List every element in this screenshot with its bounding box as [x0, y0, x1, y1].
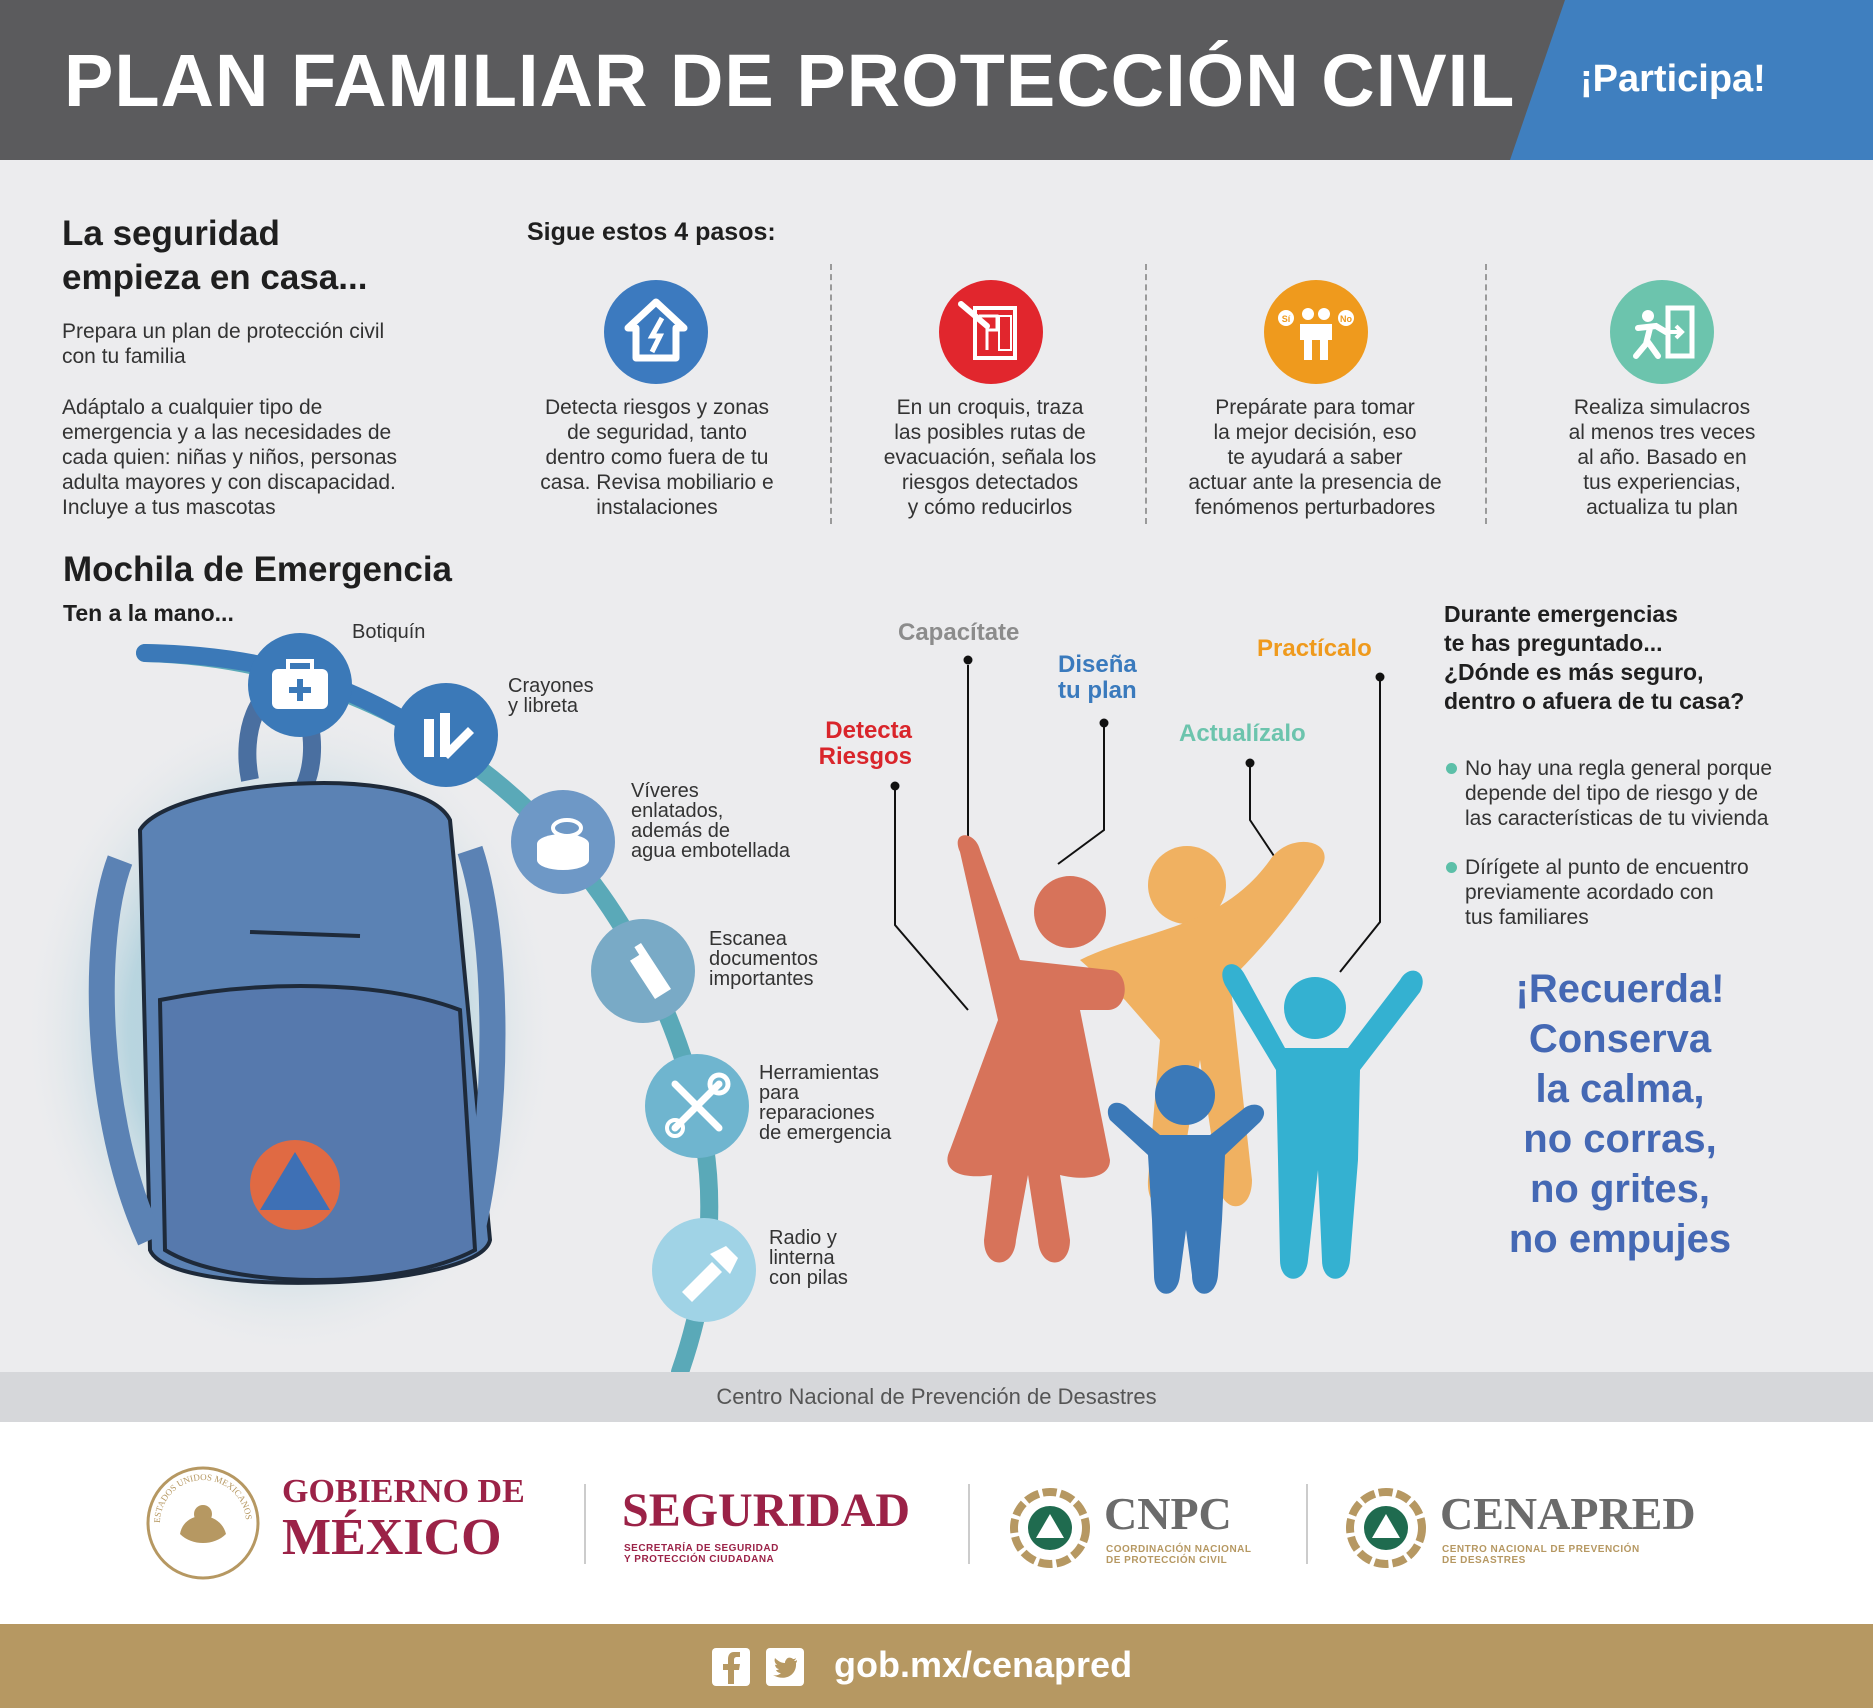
- step-text-line: fenómenos perturbadores: [1194, 496, 1436, 519]
- kit-label-line: Escanea: [709, 928, 787, 950]
- website-link[interactable]: gob.mx/cenapred: [834, 1644, 1133, 1685]
- faq-question-line: ¿Dónde es más seguro,: [1444, 659, 1704, 685]
- kit-label-documentos: [709, 929, 818, 989]
- faq-bullet-line: No hay una regla general porque: [1465, 757, 1773, 780]
- step-text-line: Realiza simulacros: [1573, 396, 1751, 419]
- family-label-line: Detecta: [825, 717, 912, 744]
- page-title: PLAN FAMILIAR DE PROTECCIÓN CIVIL: [64, 39, 1516, 122]
- step-text-line: de seguridad, tanto: [567, 421, 747, 444]
- logo-subtext: Y PROTECCIÓN CIUDADANA: [624, 1554, 775, 1565]
- step-text-line: Prepárate para tomar: [1215, 396, 1415, 419]
- kit-label-botiquin: [352, 622, 425, 642]
- logo-cnpc-sub: [1106, 1544, 1252, 1566]
- intro-text-line: Incluye a tus mascotas: [62, 496, 276, 519]
- label-practicalo: Practícalo: [1257, 635, 1372, 662]
- faq-question-line: Durante emergencias: [1444, 601, 1678, 627]
- logo-subtext: DE PROTECCIÓN CIVIL: [1106, 1555, 1228, 1566]
- recuerda-line: ¡Recuerda!: [1515, 967, 1725, 1011]
- decision-people-icon: [1264, 280, 1368, 384]
- faq-question: [1444, 600, 1744, 716]
- logo-seguridad-sub: [624, 1543, 779, 1565]
- step-divider: [1145, 264, 1147, 524]
- recuerda-line: no corras,: [1523, 1117, 1717, 1161]
- logo-cnpc: CNPC: [1104, 1488, 1232, 1539]
- seal-text-path: ESTADOS UNIDOS MEXICANOS: [151, 1471, 254, 1524]
- family-label-line: Riesgos: [818, 743, 912, 770]
- family-label-line: tu plan: [1058, 677, 1137, 704]
- kit-label-crayones: [508, 676, 594, 716]
- logo-subtext: SECRETARÍA DE SEGURIDAD: [624, 1543, 779, 1554]
- step-text-line: riesgos detectados: [901, 471, 1079, 494]
- label-capacitate: Capacítate: [898, 619, 1020, 646]
- cenapred-emblem-icon: [1346, 1488, 1426, 1568]
- step-text-line: Detecta riesgos y zonas: [544, 396, 770, 419]
- kit-label-line: de emergencia: [759, 1122, 892, 1144]
- logo-subtext: COORDINACIÓN NACIONAL: [1106, 1544, 1252, 1555]
- mochila-subheading: Ten a la mano...: [63, 600, 234, 626]
- kit-label-viveres: [631, 781, 790, 861]
- kit-label-line: con pilas: [769, 1267, 848, 1289]
- national-seal-icon: [144, 1464, 262, 1582]
- intro-paragraph-2: [62, 395, 482, 520]
- logo-cenapred: CENAPRED: [1440, 1488, 1696, 1539]
- intro-heading-line: La seguridad: [62, 214, 280, 253]
- step-2-text: [840, 395, 1140, 520]
- recuerda-line: no grites,: [1529, 1167, 1711, 1211]
- step-3-text: [1165, 395, 1465, 520]
- family-label-line: Diseña: [1058, 651, 1137, 678]
- intro-heading-line: empieza en casa...: [62, 258, 368, 297]
- first-aid-kit-icon: [248, 633, 352, 737]
- exit-drill-icon: [1610, 280, 1714, 384]
- kit-label-line: Botiquín: [352, 621, 426, 643]
- intro-text-line: emergencia y a las necesidades de: [62, 421, 392, 444]
- faq-question-line: dentro o afuera de tu casa?: [1444, 688, 1745, 714]
- recuerda-message: [1440, 964, 1800, 1264]
- step-4-text: [1512, 395, 1812, 520]
- evacuation-map-icon: [939, 280, 1043, 384]
- faq-bullet-line: depende del tipo de riesgo y de: [1465, 782, 1759, 805]
- yes-label: Sí: [1281, 314, 1291, 324]
- logo-divider: [968, 1484, 970, 1564]
- intro-text-line: con tu familia: [62, 345, 186, 368]
- step-text-line: las posibles rutas de: [894, 421, 1086, 444]
- kit-label-line: Crayones: [508, 675, 594, 697]
- kit-label-herramientas: [759, 1063, 891, 1143]
- kit-label-line: linterna: [769, 1247, 835, 1269]
- kit-label-line: Víveres: [631, 780, 699, 802]
- intro-paragraph-1: [62, 319, 462, 369]
- kit-label-line: reparaciones: [759, 1102, 875, 1124]
- step-text-line: al año. Basado en: [1577, 446, 1747, 469]
- intro-text-line: cada quien: niñas y niños, personas: [62, 446, 398, 469]
- step-text-line: dentro como fuera de tu: [545, 446, 769, 469]
- intro-text-line: Prepara un plan de protección civil: [62, 320, 385, 343]
- recuerda-line: la calma,: [1535, 1067, 1705, 1111]
- logo-subtext: DE DESASTRES: [1442, 1555, 1526, 1566]
- step-text-line: evacuación, señala los: [883, 446, 1097, 469]
- logo-divider: [1306, 1484, 1308, 1564]
- kit-label-line: agua embotellada: [631, 840, 791, 862]
- flashlight-icon: [652, 1218, 756, 1322]
- steps-heading: Sigue estos 4 pasos:: [527, 218, 776, 246]
- step-divider: [830, 264, 832, 524]
- label-actualizalo: Actualízalo: [1179, 720, 1306, 747]
- logo-divider: [584, 1484, 586, 1564]
- faq-bullet-line: tus familiares: [1465, 906, 1589, 929]
- recuerda-line: no empujes: [1508, 1217, 1732, 1261]
- faq-bullet-2: [1465, 855, 1865, 930]
- family-illustration: [880, 640, 1440, 1310]
- step-text-line: te ayudará a saber: [1227, 446, 1403, 469]
- kit-label-line: documentos: [709, 948, 818, 970]
- kit-label-line: enlatados,: [631, 800, 724, 822]
- logo-seguridad: SEGURIDAD: [622, 1484, 911, 1537]
- step-divider: [1485, 264, 1487, 524]
- faq-question-line: te has preguntado...: [1444, 630, 1663, 656]
- bullet-dot: [1446, 862, 1457, 873]
- intro-text-line: adulta mayores y con discapacidad.: [62, 471, 396, 494]
- kit-label-line: Radio y: [769, 1227, 837, 1249]
- footer-strip-text: Centro Nacional de Prevención de Desastres: [716, 1384, 1157, 1409]
- bullet-dot: [1446, 763, 1457, 774]
- label-detecta-riesgos: [810, 718, 912, 770]
- tools-icon: [645, 1054, 749, 1158]
- logo-gobierno-de-mexico: [282, 1474, 525, 1566]
- step-text-line: tus experiencias,: [1583, 471, 1741, 494]
- kit-label-line: Herramientas: [759, 1062, 880, 1084]
- step-text-line: actuar ante la presencia de: [1188, 471, 1442, 494]
- kit-label-line: importantes: [709, 968, 814, 990]
- step-text-line: al menos tres veces: [1568, 421, 1756, 444]
- intro-heading: [62, 212, 367, 300]
- faq-bullet-line: las características de tu vivienda: [1465, 807, 1769, 830]
- step-text-line: actualiza tu plan: [1586, 496, 1738, 519]
- logo-cenapred-sub: [1442, 1544, 1640, 1566]
- facebook-icon[interactable]: [712, 1648, 750, 1686]
- intro-text-line: Adáptalo a cualquier tipo de: [62, 396, 323, 419]
- kit-label-line: para: [759, 1082, 800, 1104]
- cnpc-emblem-icon: [1010, 1488, 1090, 1568]
- twitter-icon[interactable]: [766, 1648, 804, 1686]
- participa-cta: ¡Participa!: [1580, 58, 1766, 100]
- logo-text: MÉXICO: [282, 1509, 502, 1566]
- step-text-line: casa. Revisa mobiliario e: [540, 471, 774, 494]
- recuerda-line: Conserva: [1528, 1017, 1712, 1061]
- step-text-line: y cómo reducirlos: [907, 496, 1073, 519]
- logo-text: GOBIERNO DE: [282, 1473, 525, 1510]
- label-disena: [1058, 652, 1137, 704]
- house-hazard-icon: [604, 280, 708, 384]
- step-text-line: En un croquis, traza: [896, 396, 1084, 419]
- faq-bullet-line: Dírígete al punto de encuentro: [1465, 856, 1749, 879]
- canned-food-icon: [511, 790, 615, 894]
- kit-label-radio: [769, 1228, 848, 1288]
- kit-label-line: además de: [631, 820, 730, 842]
- faq-bullet-1: [1465, 756, 1865, 831]
- crayons-notebook-icon: [394, 683, 498, 787]
- no-label: No: [1340, 314, 1352, 324]
- kit-label-line: y libreta: [508, 695, 579, 717]
- mochila-heading: Mochila de Emergencia: [63, 550, 453, 589]
- step-text-line: la mejor decisión, eso: [1213, 421, 1417, 444]
- logo-subtext: CENTRO NACIONAL DE PREVENCIÓN: [1442, 1544, 1640, 1555]
- step-text-line: instalaciones: [596, 496, 718, 519]
- usb-drive-icon: [591, 919, 695, 1023]
- step-1-text: [507, 395, 807, 520]
- faq-bullet-line: previamente acordado con: [1465, 881, 1714, 904]
